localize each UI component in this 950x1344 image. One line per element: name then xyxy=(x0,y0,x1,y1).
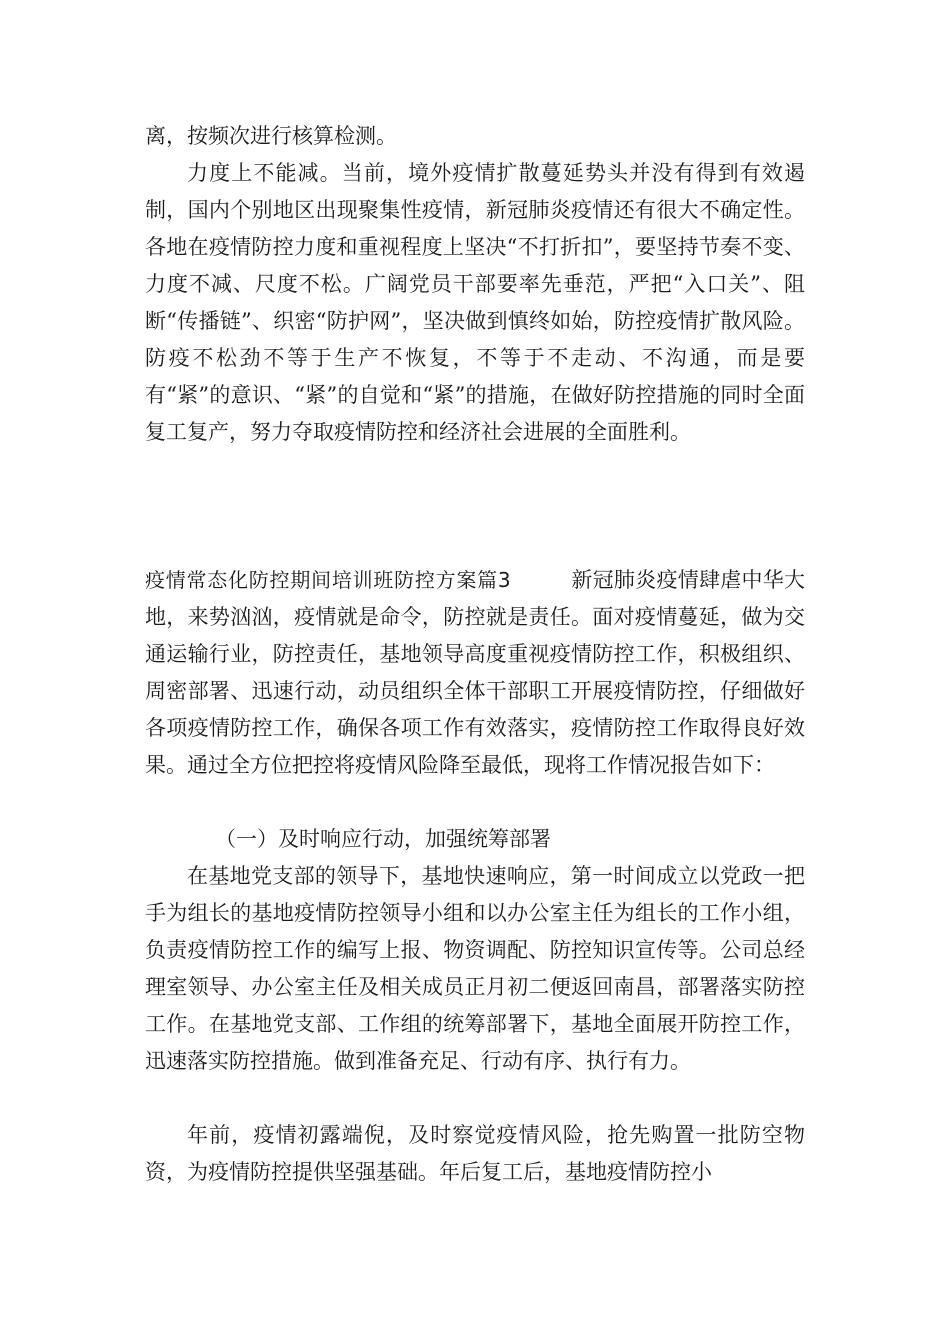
paragraph-intensity: 力度上不能减。当前，境外疫情扩散蔓延势头并没有得到有效遏制，国内个别地区出现聚集性疫情，新冠肺炎疫情还有很大不确定性。各地在疫情防控力度和重视程度上坚决“不打折扣”，要坚持节奏不变、力度不减、尺度不松。广阔党员干部要率先垂范，严把“入口关”、阻断“传播链”、织密“防护网”，坚决做到慎终如始，防控疫情扩散风险。防疫不松劲不等于生产不恢复，不等于不走动、不沟通，而是要有“紧”的意识、“紧”的自觉和“紧”的措施，在做好防控措施的同时全面复工复产，努力夺取疫情防控和经济社会进展的全面胜利。 xyxy=(145,161,805,444)
section-intro: 新冠肺炎疫情肆虐中华大地，来势汹汹，疫情就是命令，防控就是责任。面对疫情蔓延，做为交通运输行业，防控责任，基地领导高度重视疫情防控工作，积极组织、周密部署、迅速行动，动员组织全体干部职工开展疫情防控，仔细做好各项疫情防控工作，确保各项工作有效落实，疫情防控工作取得良好效果。通过全方位把控将疫情风险降至最低，现将工作情况报告如下： xyxy=(145,568,805,777)
subheading: （一）及时响应行动，加强统筹部署 xyxy=(215,827,551,851)
paragraph-preparation: 年前，疫情初露端倪，及时察觉疫情风险，抢先购置一批防空物资，为疫情防控提供坚强基础。年后复工后，基地疫情防控小 xyxy=(145,1123,805,1184)
section-title: 疫情常态化防控期间培训班防控方案篇3 xyxy=(145,568,512,592)
section-opening xyxy=(145,562,805,784)
paragraph-response: 在基地党支部的领导下，基地快速响应，第一时间成立以党政一把手为组长的基地疫情防控领导小组和以办公室主任为组长的工作小组，负责疫情防控工作的编写上报、物资调配、防控知识宣传等。公司总经理室领导、办公室主任及相关成员正月初二便返回南昌，部署落实防控工作。在基地党支部、工作组的统筹部署下，基地全面展开防控工作，迅速落实防控措施。做到准备充足、行动有序、执行有力。 xyxy=(145,864,805,1073)
paragraph-continuation: 离，按频次进行核算检测。 xyxy=(145,124,397,148)
